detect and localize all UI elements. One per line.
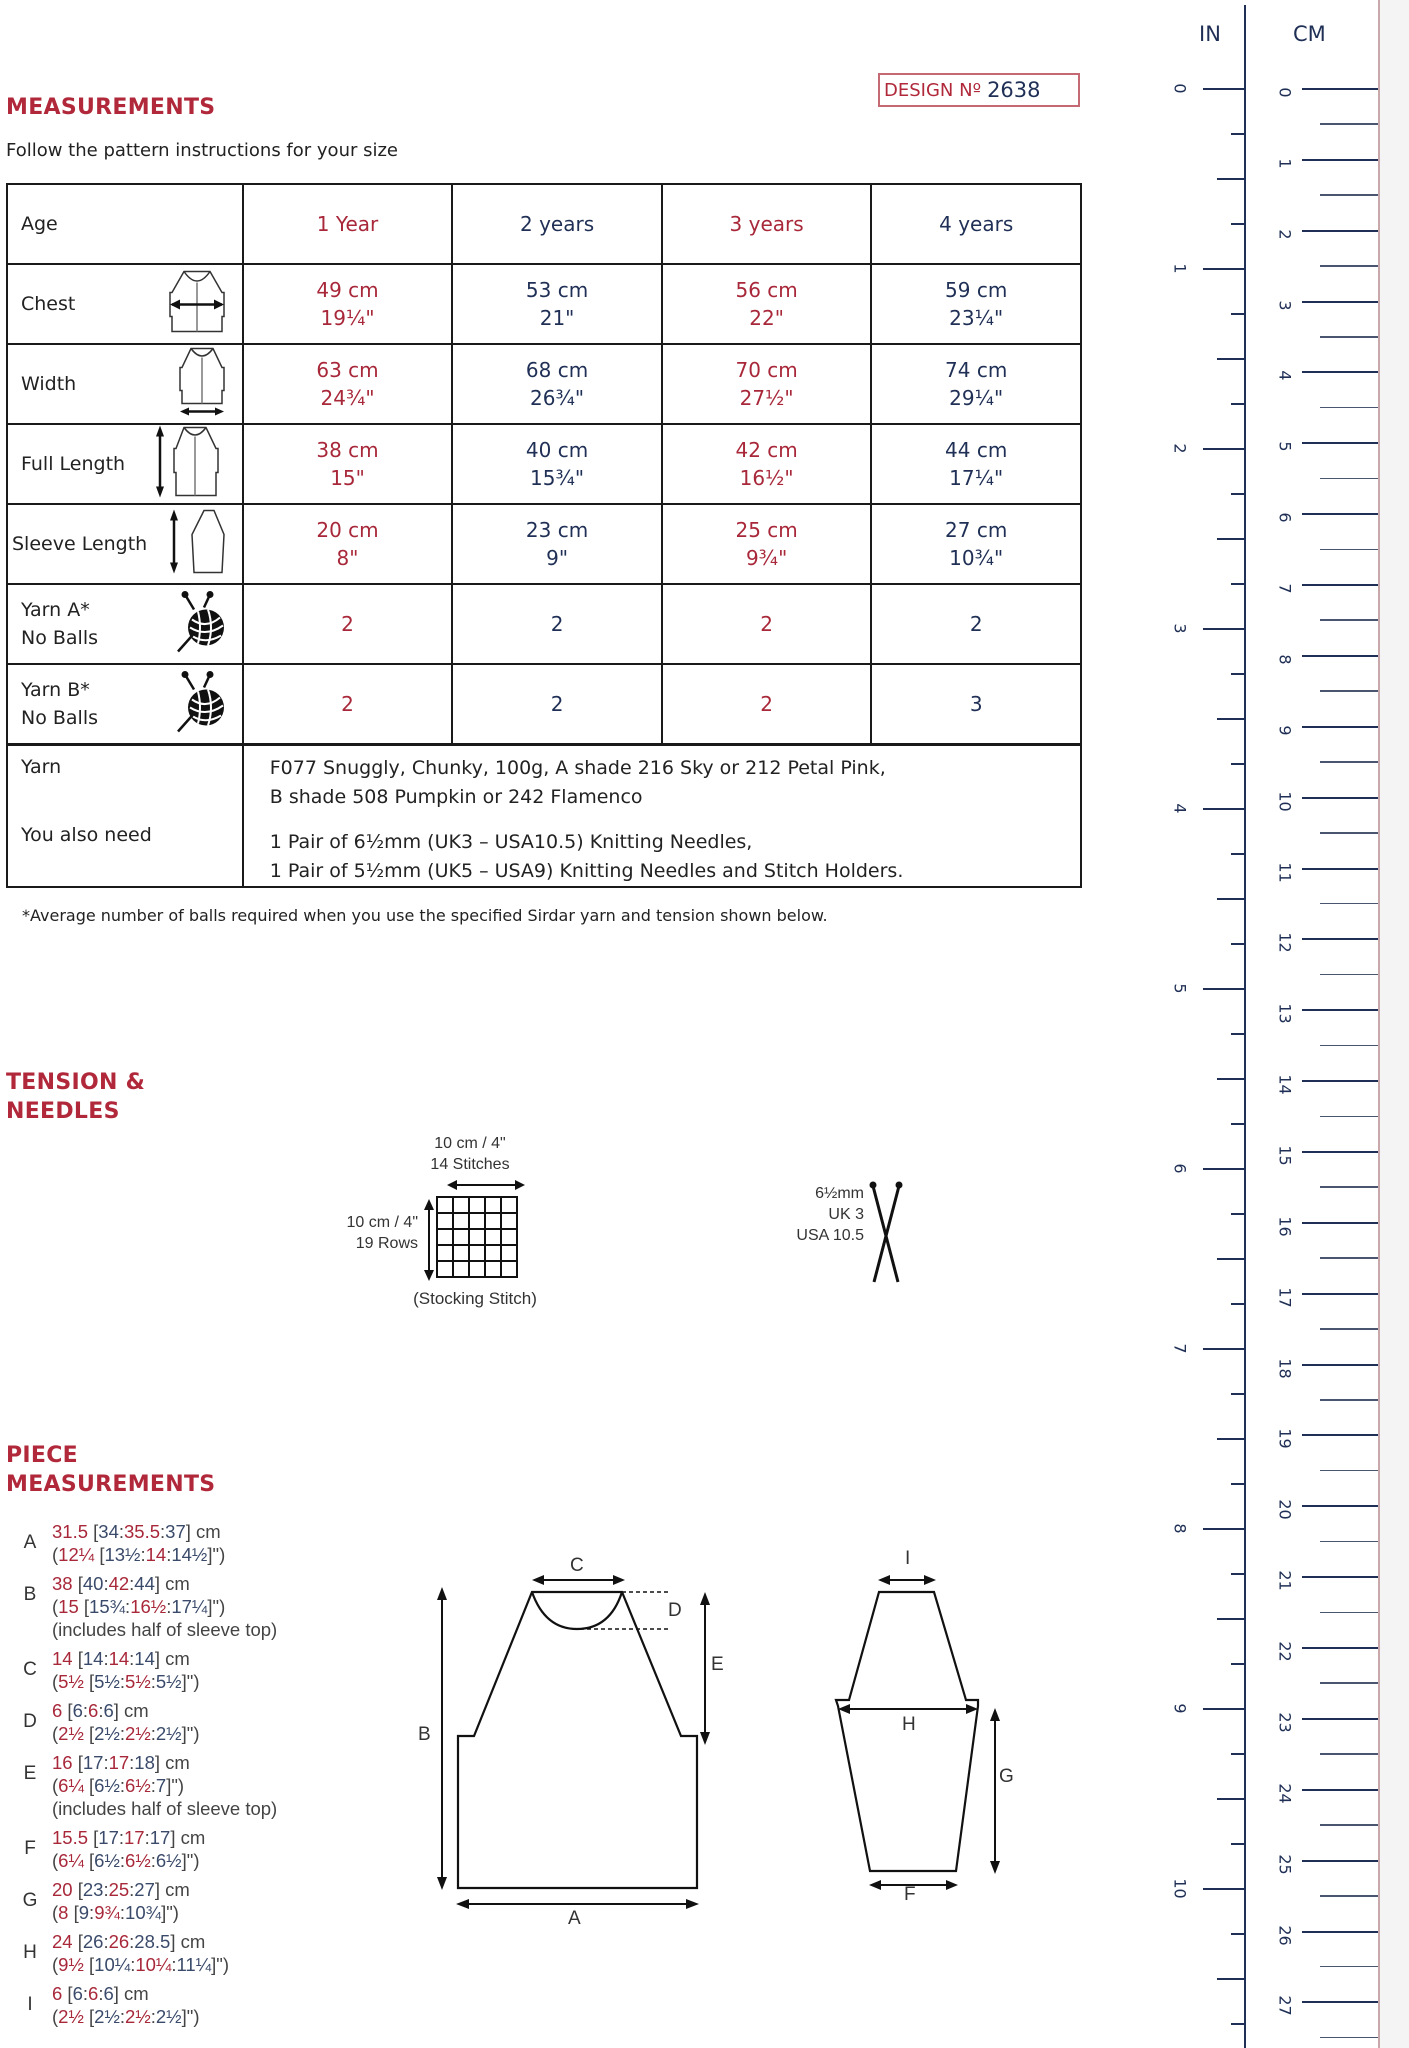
ruler-inch-tick xyxy=(1217,358,1245,360)
ruler-inch-tick xyxy=(1231,1753,1245,1755)
ruler-inch-tick xyxy=(1217,898,1245,900)
needle-uk: UK 3 xyxy=(828,1206,864,1223)
ruler-inch-tick xyxy=(1203,1168,1245,1170)
ruler-cm-tick xyxy=(1302,797,1378,799)
ruler-cm-tick xyxy=(1320,336,1378,338)
knitting-needles-icon xyxy=(868,1180,904,1286)
ruler-cm-tick xyxy=(1302,1080,1378,1082)
ruler-cm-tick xyxy=(1320,1186,1378,1188)
ruler-cm-number: 7 xyxy=(1275,583,1295,594)
ruler-cm-number: 12 xyxy=(1275,932,1295,954)
ruler-cm-number: 24 xyxy=(1275,1783,1295,1804)
ruler-cm-tick xyxy=(1302,1931,1378,1933)
piece-letter: A xyxy=(23,1532,37,1553)
ruler-cm-tick xyxy=(1302,1718,1378,1720)
ruler-inch-tick xyxy=(1231,1843,1245,1845)
ruler-cm-tick xyxy=(1302,1364,1378,1366)
ruler-cm-tick xyxy=(1302,1222,1378,1224)
ruler-cm-tick xyxy=(1320,1824,1378,1826)
yarn-a-size-3: 2 xyxy=(662,584,872,664)
ruler-cm-tick xyxy=(1302,1151,1378,1153)
ruler-inch-tick xyxy=(1231,943,1245,945)
ruler-cm-number: 13 xyxy=(1275,1003,1295,1024)
piece-measurement-g xyxy=(20,1878,340,1924)
ruler-inch-number: 5 xyxy=(1170,983,1190,994)
table-row-yarn-info xyxy=(7,745,1081,888)
piece-letter: C xyxy=(23,1659,37,1680)
yarn-info-text xyxy=(243,745,1081,888)
ruler-cm-tick xyxy=(1320,123,1378,125)
ruler-cm-tick xyxy=(1302,1789,1378,1791)
ruler-cm-tick xyxy=(1320,1328,1378,1330)
row-label-chest: Chest xyxy=(7,264,243,344)
chest-size-4: 59 cm 23¼" xyxy=(871,264,1081,344)
ruler-inch-tick xyxy=(1231,1933,1245,1935)
ruler-inch-number: 8 xyxy=(1170,1523,1190,1534)
ruler-cm-label: CM xyxy=(1293,22,1326,46)
ruler-inch-tick xyxy=(1231,223,1245,225)
ruler-cm-number: 18 xyxy=(1275,1357,1295,1379)
ruler-inch-tick xyxy=(1217,1618,1245,1620)
diagram-label-a: A xyxy=(568,1908,581,1929)
row-label-age: Age xyxy=(7,184,243,264)
ruler-inch-tick xyxy=(1231,583,1245,585)
measurements-subtitle: Follow the pattern instructions for your size xyxy=(6,140,399,161)
sleeve-length-size-2: 23 cm 9" xyxy=(452,504,662,584)
ruler-cm-number: 11 xyxy=(1275,861,1295,883)
ruler-cm-number: 17 xyxy=(1275,1287,1295,1308)
also-need-line-1: 1 Pair of 6½mm (UK3 – USA10.5) Knitting Needles, xyxy=(269,831,753,853)
ruler-inch-tick xyxy=(1217,178,1245,180)
also-need-line-2: 1 Pair of 5½mm (UK5 – USA9) Knitting Needles and Stitch Holders. xyxy=(269,860,904,882)
diagram-label-h: H xyxy=(902,1714,916,1735)
ruler-cm-number: 19 xyxy=(1275,1428,1295,1450)
chest-size-2: 53 cm 21" xyxy=(452,264,662,344)
piece-values: 24 [26:26:28.5] cm (9½ [10¼:10¼:11¼]") xyxy=(52,1931,229,1975)
ruler-cm-number: 27 xyxy=(1275,1995,1295,2017)
ruler-inch-tick xyxy=(1231,133,1245,135)
piece-letter: G xyxy=(22,1890,38,1911)
ruler-cm-tick xyxy=(1320,194,1378,196)
tension-width-label: 10 cm / 4" 14 Stitches xyxy=(430,1135,510,1173)
measurements-heading: MEASUREMENTS xyxy=(6,95,216,120)
ruler-inch-tick xyxy=(1203,448,1245,450)
ruler-cm-tick xyxy=(1302,726,1378,728)
ruler-inch-tick xyxy=(1203,1708,1245,1710)
ruler-inch-number: 0 xyxy=(1170,83,1190,94)
ruler-cm-tick xyxy=(1302,230,1378,232)
ruler-inch-tick xyxy=(1231,1033,1245,1035)
row-label-full-length: Full Length xyxy=(7,424,243,504)
ruler-cm-number: 21 xyxy=(1275,1570,1295,1591)
ruler-cm-tick xyxy=(1320,1682,1378,1684)
footnote: *Average number of balls required when you use the specified Sirdar yarn and tension shown below. xyxy=(22,906,828,925)
piece-measurement-i xyxy=(20,1982,340,2028)
ruler-inch-tick xyxy=(1217,1978,1245,1980)
ruler-cm-tick xyxy=(1302,88,1378,90)
ruler-inch-tick xyxy=(1203,88,1245,90)
piece-values: 38 [40:42:44] cm (15 [15¾:16½:17¼]") (includes half of sleeve top) xyxy=(52,1573,278,1640)
ruler-cm-tick xyxy=(1302,2001,1378,2003)
width-size-4: 74 cm 29¼" xyxy=(871,344,1081,424)
ruler-inch-tick xyxy=(1217,1438,1245,1440)
piece-letter: H xyxy=(23,1942,37,1963)
ruler-cm-tick xyxy=(1302,301,1378,303)
table-row-width xyxy=(7,344,1081,424)
ruler-cm-number: 8 xyxy=(1275,654,1295,665)
yarn-info-labels xyxy=(7,745,243,888)
sleeve-length-icon xyxy=(166,509,228,580)
diagram-label-i: I xyxy=(905,1548,911,1569)
ruler-cm-tick xyxy=(1320,1399,1378,1401)
ruler-cm-tick xyxy=(1320,1257,1378,1259)
row-label-width: Width xyxy=(7,344,243,424)
tension-swatch-grid xyxy=(415,1175,530,1285)
table-row-full-length xyxy=(7,424,1081,504)
ruler-inch-tick xyxy=(1231,1303,1245,1305)
ruler-cm-number: 4 xyxy=(1275,370,1295,382)
ruler-cm-number: 20 xyxy=(1275,1499,1295,1520)
ruler-cm-number: 0 xyxy=(1275,87,1295,98)
ruler-cm-tick xyxy=(1302,1505,1378,1507)
piece-measurement-e xyxy=(20,1751,340,1820)
cardigan-width-icon xyxy=(176,346,228,423)
yarn-a-size-4: 2 xyxy=(871,584,1081,664)
ruler-cm-number: 5 xyxy=(1275,441,1295,452)
width-size-3: 70 cm 27½" xyxy=(662,344,872,424)
row-label-yarn-b: Yarn B* No Balls xyxy=(7,664,243,745)
ruler-inch-tick xyxy=(1231,853,1245,855)
piece-values: 6 [6:6:6] cm (2½ [2½:2½:2½]") xyxy=(52,1700,200,1744)
row-label-yarn-a: Yarn A* No Balls xyxy=(7,584,243,664)
ruler-cm-tick xyxy=(1320,974,1378,976)
ruler-cm-tick xyxy=(1320,1541,1378,1543)
yarn-ball-icon xyxy=(176,590,228,659)
ruler-cm-tick xyxy=(1320,761,1378,763)
chest-size-1: 49 cm 19¼" xyxy=(243,264,453,344)
ruler-cm-number: 23 xyxy=(1275,1712,1295,1733)
ruler-cm-tick xyxy=(1302,1293,1378,1295)
piece-measurement-d xyxy=(20,1699,340,1745)
size-header-1: 1 Year xyxy=(243,184,453,264)
ruler-inch-tick xyxy=(1231,403,1245,405)
piece-measurement-a xyxy=(20,1520,340,1566)
design-number-box xyxy=(878,73,1080,107)
ruler-cm-tick xyxy=(1302,159,1378,161)
ruler-cm-number: 3 xyxy=(1275,300,1295,311)
ruler-inch-tick xyxy=(1231,1213,1245,1215)
diagram-label-e: E xyxy=(711,1654,724,1675)
size-header-2: 2 years xyxy=(452,184,662,264)
sleeve-length-size-1: 20 cm 8" xyxy=(243,504,453,584)
piece-values: 15.5 [17:17:17] cm (6¼ [6½:6½:6½]") xyxy=(52,1827,206,1871)
ruler-cm-tick xyxy=(1320,1966,1378,1968)
row-label-sleeve-length: Sleeve Length xyxy=(7,504,243,584)
piece-letter: E xyxy=(23,1763,37,1784)
ruler-cm-tick xyxy=(1320,1612,1378,1614)
ruler-inch-tick xyxy=(1231,493,1245,495)
cardigan-length-icon xyxy=(154,425,228,504)
measurements-table xyxy=(6,183,1082,888)
ruler-inch-label: IN xyxy=(1199,22,1221,46)
ruler-cm-number: 14 xyxy=(1275,1074,1295,1095)
full-length-size-2: 40 cm 15¾" xyxy=(452,424,662,504)
cardigan-chest-icon xyxy=(166,269,228,340)
ruler-inch-tick xyxy=(1217,538,1245,540)
ruler-cm-tick xyxy=(1302,868,1378,870)
ruler-inch-tick xyxy=(1231,1483,1245,1485)
ruler-inch-tick xyxy=(1231,673,1245,675)
ruler-inch-number: 6 xyxy=(1170,1163,1190,1174)
piece-measurement-b xyxy=(20,1572,340,1641)
ruler-inch-tick xyxy=(1203,1528,1245,1530)
full-length-size-4: 44 cm 17¼" xyxy=(871,424,1081,504)
ruler-cm-number: 16 xyxy=(1275,1216,1295,1237)
ruler-cm-tick xyxy=(1302,1576,1378,1578)
piece-measurement-c xyxy=(20,1647,340,1693)
ruler-inch-tick xyxy=(1217,1798,1245,1800)
piece-letter: F xyxy=(24,1838,36,1859)
ruler-cm-number: 1 xyxy=(1275,158,1295,169)
ruler-cm-number: 22 xyxy=(1275,1641,1295,1662)
table-row-age xyxy=(7,184,1081,264)
tension-height-label: 10 cm / 4" 19 Rows xyxy=(346,1214,418,1252)
yarn-a-size-1: 2 xyxy=(243,584,453,664)
ruler-inch-tick xyxy=(1203,988,1245,990)
piece-measurement-h xyxy=(20,1930,340,1976)
ruler-cm-tick xyxy=(1302,1860,1378,1862)
width-size-2: 68 cm 26¾" xyxy=(452,344,662,424)
ruler-cm-tick xyxy=(1320,2037,1378,2039)
ruler-cm-tick xyxy=(1302,1009,1378,1011)
ruler-inch-tick xyxy=(1203,808,1245,810)
ruler-inch-number: 9 xyxy=(1170,1703,1190,1714)
sleeve-piece-diagram xyxy=(820,1540,1020,1940)
ruler-inch-tick xyxy=(1231,763,1245,765)
ruler-inch-tick xyxy=(1231,1393,1245,1395)
size-header-3: 3 years xyxy=(662,184,872,264)
yarn-b-size-2: 2 xyxy=(452,664,662,745)
ruler-cm-number: 9 xyxy=(1275,725,1295,736)
piece-letter: B xyxy=(23,1584,37,1605)
yarn-line-1: F077 Snuggly, Chunky, 100g, A shade 216 Sky or 212 Petal Pink, xyxy=(269,757,886,779)
ruler-cm-tick xyxy=(1320,690,1378,692)
full-length-size-1: 38 cm 15" xyxy=(243,424,453,504)
piece-values: 14 [14:14:14] cm (5½ [5½:5½:5½]") xyxy=(52,1648,200,1692)
ruler-inch-tick xyxy=(1231,1663,1245,1665)
ruler-inch-tick xyxy=(1217,718,1245,720)
piece-values: 31.5 [34:35.5:37] cm (12¼ [13½:14:14½]") xyxy=(52,1521,226,1565)
ruler-cm-number: 25 xyxy=(1275,1853,1295,1875)
piece-letter: I xyxy=(27,1994,33,2015)
ruler-inch-number: 3 xyxy=(1170,623,1190,634)
piece-values: 6 [6:6:6] cm (2½ [2½:2½:2½]") xyxy=(52,1983,200,2027)
ruler-inch-tick xyxy=(1203,628,1245,630)
design-number: 2638 xyxy=(987,78,1041,102)
ruler-cm-tick xyxy=(1320,1470,1378,1472)
diagram-label-d: D xyxy=(668,1600,682,1621)
piece-measurements-heading: PIECE MEASUREMENTS xyxy=(6,1443,216,1497)
ruler-inch-axis xyxy=(1244,5,1246,2048)
ruler-cm-number: 10 xyxy=(1275,790,1295,812)
ruler-inch-number: 7 xyxy=(1170,1343,1190,1354)
ruler-cm-number: 15 xyxy=(1275,1145,1295,1166)
ruler-cm-tick xyxy=(1320,1753,1378,1755)
tension-heading: TENSION & NEEDLES xyxy=(6,1070,146,1124)
needle-info xyxy=(770,1183,864,1246)
ruler-cm-tick xyxy=(1302,584,1378,586)
ruler-inch-number: 10 xyxy=(1170,1878,1190,1899)
ruler-cm-tick xyxy=(1302,513,1378,515)
needle-usa: USA 10.5 xyxy=(796,1227,864,1244)
ruler-inch-tick xyxy=(1217,1078,1245,1080)
diagram-label-c: C xyxy=(570,1555,584,1576)
piece-measurement-f xyxy=(20,1826,340,1872)
ruler-cm-tick xyxy=(1320,832,1378,834)
also-need-label: You also need xyxy=(21,824,152,846)
diagram-label-b: B xyxy=(418,1724,431,1745)
ruler-cm-tick xyxy=(1302,442,1378,444)
ruler-cm-number: 2 xyxy=(1275,229,1295,240)
ruler-inch-tick xyxy=(1203,1348,1245,1350)
diagram-label-f: F xyxy=(904,1884,916,1905)
body-piece-diagram xyxy=(420,1540,740,1940)
table-row-yarn-b xyxy=(7,664,1081,745)
diagram-label-g: G xyxy=(999,1766,1014,1787)
sleeve-length-size-4: 27 cm 10¾" xyxy=(871,504,1081,584)
table-row-sleeve-length xyxy=(7,504,1081,584)
ruler-cm-tick xyxy=(1302,1647,1378,1649)
design-label: DESIGN Nº xyxy=(884,79,982,101)
yarn-line-2: B shade 508 Pumpkin or 242 Flamenco xyxy=(269,786,643,808)
yarn-b-size-4: 3 xyxy=(871,664,1081,745)
piece-values: 20 [23:25:27] cm (8 [9:9¾:10¾]") xyxy=(52,1879,190,1923)
ruler-cm-tick xyxy=(1302,655,1378,657)
ruler-inch-tick xyxy=(1203,1888,1245,1890)
ruler-cm-tick xyxy=(1320,407,1378,409)
piece-measurements-list xyxy=(20,1520,340,2034)
ruler-cm-tick xyxy=(1320,903,1378,905)
ruler-inch-number: 4 xyxy=(1170,803,1190,814)
yarn-b-size-3: 2 xyxy=(662,664,872,745)
ruler-inch-tick xyxy=(1231,1573,1245,1575)
ruler-cm-tick xyxy=(1320,1045,1378,1047)
piece-letter: D xyxy=(23,1711,37,1732)
ruler-inch-number: 2 xyxy=(1170,443,1190,454)
ruler-inch-tick xyxy=(1231,2023,1245,2025)
ruler-inch-number: 1 xyxy=(1170,263,1190,274)
ruler-cm-tick xyxy=(1320,1895,1378,1897)
ruler-cm-number: 26 xyxy=(1275,1924,1295,1946)
yarn-ball-icon xyxy=(176,670,228,739)
width-size-1: 63 cm 24¾" xyxy=(243,344,453,424)
ruler-inch-tick xyxy=(1203,268,1245,270)
tension-stitch-type: (Stocking Stitch) xyxy=(413,1289,537,1308)
table-row-yarn-a xyxy=(7,584,1081,664)
sleeve-length-size-3: 25 cm 9¾" xyxy=(662,504,872,584)
yarn-label: Yarn xyxy=(21,756,62,778)
piece-values: 16 [17:17:18] cm (6¼ [6½:6½:7]") (includes half of sleeve top) xyxy=(52,1752,278,1819)
ruler-cm-tick xyxy=(1320,265,1378,267)
yarn-b-size-1: 2 xyxy=(243,664,453,745)
ruler-inch-tick xyxy=(1217,1258,1245,1260)
ruler-cm-tick xyxy=(1302,371,1378,373)
ruler-cm-tick xyxy=(1320,478,1378,480)
ruler-inch-tick xyxy=(1231,1123,1245,1125)
ruler-cm-tick xyxy=(1320,619,1378,621)
ruler-cm-number: 6 xyxy=(1275,512,1295,523)
chest-size-3: 56 cm 22" xyxy=(662,264,872,344)
ruler-cm-tick xyxy=(1302,938,1378,940)
ruler-cm-tick xyxy=(1320,1116,1378,1118)
table-row-chest xyxy=(7,264,1081,344)
page-margin xyxy=(1380,0,1409,2048)
ruler-inch-tick xyxy=(1231,313,1245,315)
size-header-4: 4 years xyxy=(871,184,1081,264)
ruler-cm-tick xyxy=(1320,549,1378,551)
needle-size: 6½mm xyxy=(815,1185,864,1202)
full-length-size-3: 42 cm 16½" xyxy=(662,424,872,504)
yarn-a-size-2: 2 xyxy=(452,584,662,664)
ruler-cm-tick xyxy=(1302,1434,1378,1436)
